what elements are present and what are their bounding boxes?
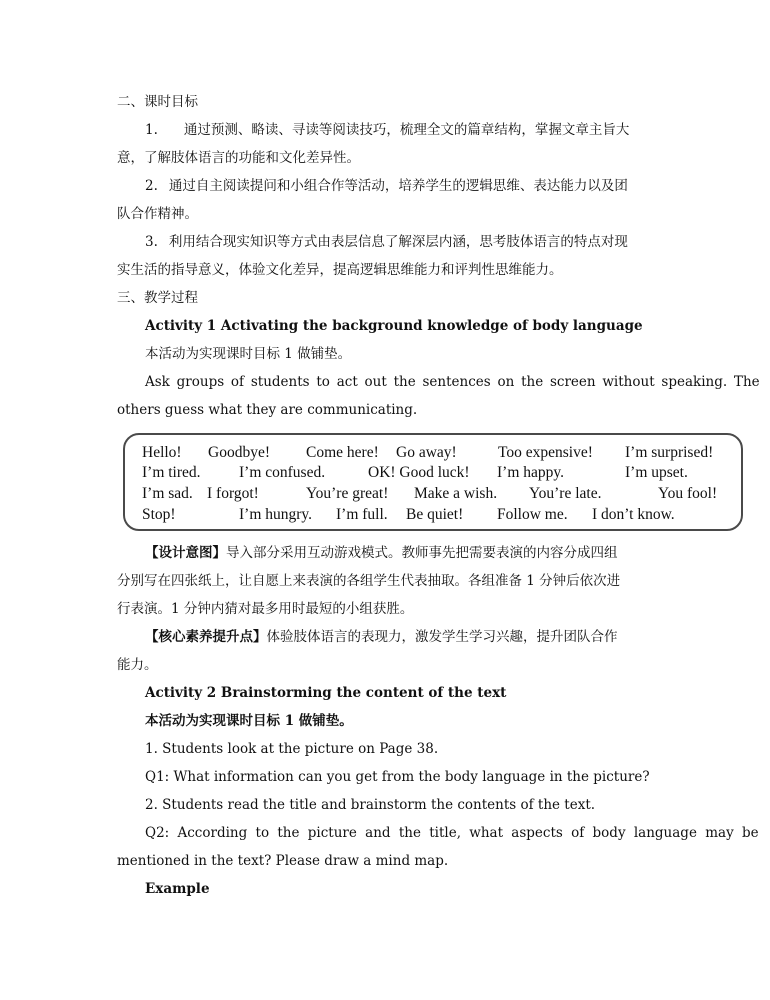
phrase-item: I don’t know. bbox=[592, 506, 675, 523]
phrase-item: Make a wish. bbox=[414, 485, 498, 502]
design-intent-label: 【设计意图】 bbox=[145, 545, 226, 561]
phrase-item: You fool! bbox=[658, 485, 718, 502]
core-literacy-label: 【核心素养提升点】 bbox=[145, 629, 267, 645]
phrase-row-2 bbox=[125, 463, 741, 483]
phrase-item: I’m full. bbox=[336, 506, 388, 523]
activity-2-step1: 1. Students look at the picture on Page 38. bbox=[145, 741, 439, 757]
objective-2-line2: 队合作精神。 bbox=[117, 206, 198, 222]
phrase-item: You’re great! bbox=[306, 485, 389, 502]
section-heading-process: 三、教学过程 bbox=[117, 290, 198, 306]
phrase-item: Come here! bbox=[306, 444, 379, 461]
activity-2-purpose: 本活动为实现课时目标 1 做铺垫。 bbox=[145, 713, 353, 729]
objective-2-text: 通过自主阅读提问和小组合作等活动，培养学生的逻辑思维、表达能力以及团 bbox=[168, 178, 628, 194]
activity-2-title: Activity 2 Brainstorming the content of the text bbox=[145, 685, 507, 701]
phrase-item: I’m upset. bbox=[625, 464, 688, 481]
activity-1-purpose: 本活动为实现课时目标 1 做铺垫。 bbox=[145, 346, 352, 362]
section-heading-objectives: 二、课时目标 bbox=[117, 94, 198, 110]
objective-3-text: 利用结合现实知识等方式由表层信息了解深层内涵，思考肢体语言的特点对现 bbox=[168, 234, 628, 250]
phrase-item: Go away! bbox=[396, 444, 457, 461]
objective-2-number: 2. bbox=[145, 178, 158, 194]
core-literacy-line1 bbox=[117, 623, 654, 651]
phrase-item: I’m confused. bbox=[239, 464, 326, 481]
activity-2-q1: Q1: What information can you get from the body language in the picture? bbox=[145, 769, 650, 785]
phrase-item: OK! Good luck! bbox=[368, 464, 470, 481]
phrase-item: Follow me. bbox=[497, 506, 568, 523]
activity-1-instruction-line2: others guess what they are communicating. bbox=[117, 402, 418, 418]
core-literacy-line2: 能力。 bbox=[117, 657, 158, 673]
phrase-item: Stop! bbox=[142, 506, 176, 523]
design-intent-line2: 分别写在四张纸上，让自愿上来表演的各组学生代表抽取。各组准备 1 分钟后依次进 bbox=[117, 573, 621, 589]
phrase-item: I’m sad. bbox=[142, 485, 193, 502]
activity-2-q2-line2: mentioned in the text? Please draw a mind map. bbox=[117, 853, 449, 869]
activity-1-instruction-line1: Ask groups of students to act out the sentences on the screen without speaking. The bbox=[145, 374, 760, 390]
activity-2-step2: 2. Students read the title and brainstorm the contents of the text. bbox=[145, 797, 596, 813]
objective-1-text: 通过预测、略读、寻读等阅读技巧，梳理全文的篇章结构，掌握文章主旨大 bbox=[183, 122, 630, 138]
example-label: Example bbox=[145, 881, 210, 897]
objective-1-line1 bbox=[117, 116, 654, 144]
phrase-item: I’m hungry. bbox=[239, 506, 313, 523]
phrase-item: I’m tired. bbox=[142, 464, 201, 481]
design-intent-line1 bbox=[117, 539, 654, 567]
phrase-item: I’m happy. bbox=[497, 464, 565, 481]
phrase-row-1 bbox=[125, 443, 741, 463]
objective-3-line2: 实生活的指导意义，体验文化差异，提高逻辑思维能力和评判性思维能力。 bbox=[117, 262, 563, 278]
objective-3-number: 3. bbox=[145, 234, 158, 250]
objective-3-line1 bbox=[117, 228, 654, 256]
document-page bbox=[117, 88, 760, 903]
design-intent-line3: 行表演。1 分钟内猜对最多用时最短的小组获胜。 bbox=[117, 601, 414, 617]
phrase-item: I’m surprised! bbox=[625, 444, 714, 461]
activity-2-q2-line1: Q2: According to the picture and the title, what aspects of body language may be bbox=[145, 825, 759, 841]
objective-2-line1 bbox=[117, 172, 654, 200]
objective-1-line2: 意，了解肢体语言的功能和文化差异性。 bbox=[117, 150, 360, 166]
objective-1-number: 1. bbox=[145, 122, 158, 138]
phrase-row-4 bbox=[125, 505, 741, 525]
phrase-row-3 bbox=[125, 484, 741, 504]
phrase-item: You’re late. bbox=[529, 485, 602, 502]
phrase-box bbox=[123, 433, 743, 531]
activity-1-title: Activity 1 Activating the background knowledge of body language bbox=[145, 318, 643, 334]
phrase-item: I forgot! bbox=[207, 485, 259, 502]
phrase-item: Too expensive! bbox=[498, 444, 593, 461]
design-intent-text: 导入部分采用互动游戏模式。教师事先把需要表演的内容分成四组 bbox=[226, 545, 618, 561]
core-literacy-text: 体验肢体语言的表现力，激发学生学习兴趣，提升团队合作 bbox=[266, 629, 618, 645]
phrase-item: Goodbye! bbox=[208, 444, 270, 461]
phrase-item: Hello! bbox=[142, 444, 182, 461]
phrase-item: Be quiet! bbox=[406, 506, 464, 523]
